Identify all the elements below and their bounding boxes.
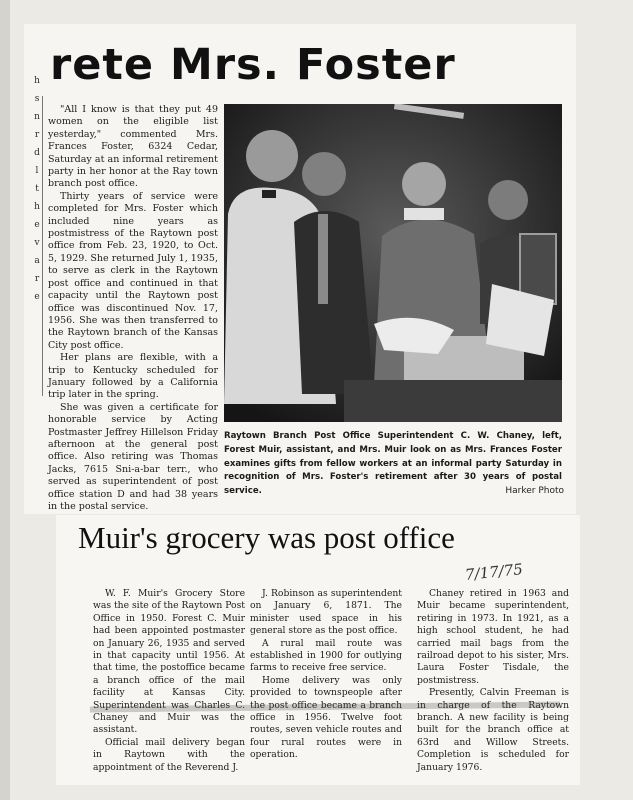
paragraph: "All I know is that they put 49 women on the eligible list yesterday," commented Mrs. Frances Foster, 6324 Cedar, Saturday at an informal retirement party in her honor at the Ray town branch post office. <box>48 104 218 190</box>
edge-letter: e <box>34 220 40 230</box>
column-rule <box>42 96 43 396</box>
edge-letter: d <box>34 148 40 158</box>
edge-letter: n <box>34 112 40 122</box>
edge-letter: e <box>34 292 40 302</box>
article-body-foster <box>48 104 218 513</box>
paragraph: Chaney retired in 1963 and Muir became superintendent, retiring in 1973. In 1921, as a high school student, he had carried mail bags from the railroad depot to his sister, Mrs. Laura Foster Tisdale, the postmistress. <box>417 588 569 686</box>
handwritten-date: 7/17/75 <box>464 560 524 584</box>
photo-credit: Harker Photo <box>505 486 564 496</box>
retirement-party-photo <box>224 104 562 422</box>
edge-letter: h <box>34 202 40 212</box>
paragraph: Presently, Calvin Freeman is in charge of the Raytown branch. A new facility is being built for the branch office at 63rd and Willow Streets. Completion is scheduled for January 1976. <box>417 687 569 773</box>
article-column-3 <box>417 588 569 774</box>
photo-caption: Raytown Branch Post Office Superintendent C. W. Chaney, left, Forest Muir, assistant, and Mrs. Muir look on as Mrs. Frances Foster examines gifts from fellow workers at an informal party Saturday in recognition of Mrs. Foster's retirement after 30 years of postal service. <box>224 431 562 497</box>
paragraph: Thirty years of service were completed for Mrs. Foster which included nine years as postmistress of the Raytown post office from Feb. 23, 1920, to Oct. 5, 1929. She returned July 1, 1935, to serve as clerk in the Raytown post office and continued in that capacity until the Raytown post office was discontinued Nov. 17, 1956. She was then transferred to the Raytown branch of the Kansas City post office. <box>48 190 218 351</box>
paragraph: Her plans are flexible, with a trip to Kentucky scheduled for January followed by a California trip later in the spring. <box>48 352 218 401</box>
edge-letter: l <box>35 166 39 176</box>
edge-letter: v <box>34 238 40 248</box>
paragraph: J. Robinson as superintendent on January 6, 1871. The minister used space in his general store as the post office. <box>250 588 402 637</box>
paragraph: Official mail delivery began in Raytown with the appointment of the Reverend J. <box>93 736 245 773</box>
edge-letter: r <box>34 130 40 140</box>
photo-illustration <box>224 104 562 422</box>
paragraph: She was given a certificate for honorable service by Acting Postmaster Jeffrey Hillelson Friday afternoon at the general post office. Also retiring was Thomas Jacks, 7615 Sni-a-bar terr., who served as superintendent of post office station D and had 38 years in the postal service. <box>48 401 218 512</box>
paragraph: W. F. Muir's Grocery Store was the site of the Raytown Post Office in 1950. Forest C. Muir had been appointed postmaster on January 26, 1935 and served in that capacity until 1956. At that time, the postoffice became a branch office of the mail facility at Kansas City. Superintendent was Charles C. Chaney and Muir was the assistant. <box>93 588 245 736</box>
edge-letter: a <box>34 256 40 266</box>
article-column-2 <box>250 588 402 762</box>
edge-letter: r <box>34 274 40 284</box>
edge-letter: s <box>34 94 40 104</box>
scan-margin <box>0 0 10 800</box>
paragraph: A rural mail route was established in 1900 for outlying farms to receive free service. <box>250 637 402 674</box>
paragraph: Home delivery was only provided to townspeople after the post office became a branch office in 1956. Twelve foot routes, seven vehicle routes and four rural routes were in operation. <box>250 674 402 761</box>
headline-foster: rete Mrs. Foster <box>50 40 456 90</box>
edge-letter: t <box>35 184 39 194</box>
edge-letter: h <box>34 76 40 86</box>
article-column-1 <box>93 588 245 774</box>
headline-muir-grocery: Muir's grocery was post office <box>78 520 455 555</box>
